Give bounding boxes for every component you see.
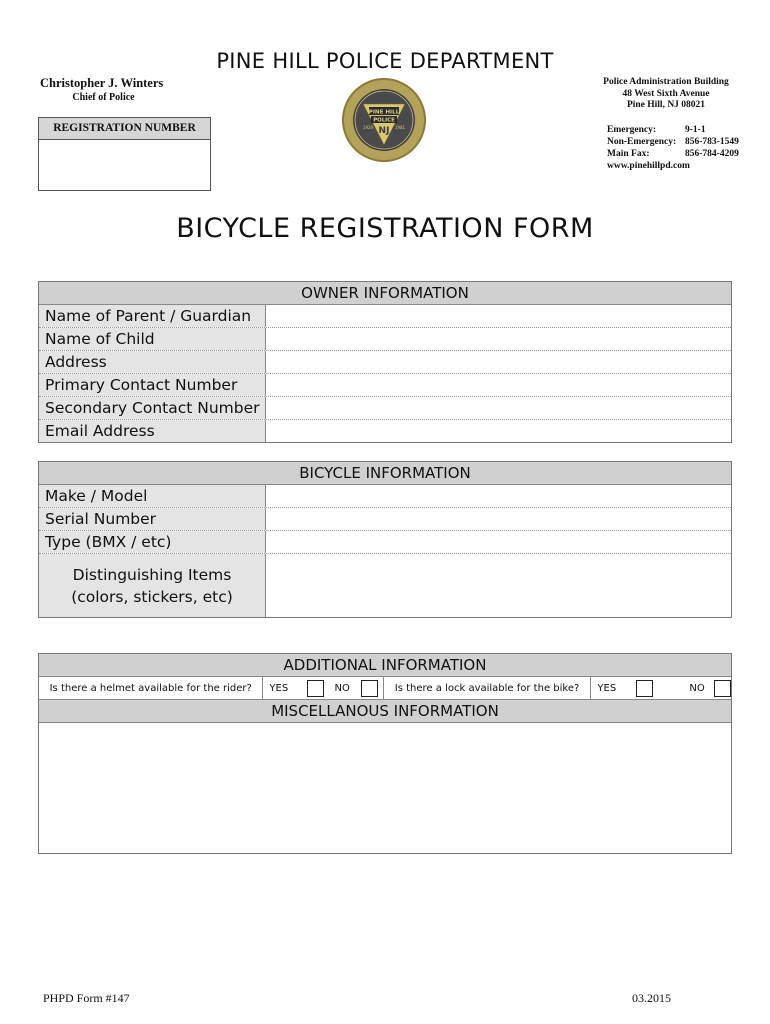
section-header: BICYCLE INFORMATION [39,462,731,485]
form-row [39,554,731,617]
svg-text:PINE HILL: PINE HILL [368,109,400,116]
field-label: Type (BMX / etc) [39,531,266,553]
bicycle-information-section [38,461,732,618]
address-line-2: 48 West Sixth Avenue [622,88,710,99]
serial-number-input[interactable] [266,508,731,530]
distinguishing-items-input[interactable] [266,554,731,617]
child-name-input[interactable] [266,328,731,350]
form-row [39,374,731,397]
helmet-yes-checkbox[interactable] [307,680,324,697]
owner-information-section [38,281,732,443]
distinguishing-items-hint: (colors, stickers, etc) [71,587,233,606]
website-link[interactable]: www.pinehillpd.com [607,161,690,171]
contact-label: Main Fax: [607,149,650,159]
contact-value: 856-784-4209 [685,149,739,159]
contact-value: 856-783-1549 [685,137,739,147]
department-title: PINE HILL POLICE DEPARTMENT [216,49,554,73]
contact-emergency [607,124,739,136]
bike-type-input[interactable] [266,531,731,553]
lock-no-label: NO [689,682,705,694]
parent-guardian-name-input[interactable] [266,305,731,327]
question-row [39,677,731,700]
field-label: Secondary Contact Number [39,397,266,419]
chief-name: Christopher J. Winters [40,76,164,90]
police-seal-logo [341,77,427,163]
svg-text:1981: 1981 [394,125,406,130]
form-row [39,420,731,442]
contact-non-emergency [607,136,739,148]
form-row [39,351,731,374]
helmet-yes-label: YES [269,682,289,694]
contact-label: Non-Emergency: [607,137,677,147]
chief-title: Chief of Police [72,92,135,103]
primary-contact-input[interactable] [266,374,731,396]
field-label: Email Address [39,420,266,442]
field-label: Name of Child [39,328,266,350]
contact-block [607,124,739,172]
address-line-3: Pine Hill, NJ 08021 [626,100,706,110]
field-label: Serial Number [39,508,266,530]
form-row [39,397,731,420]
form-row [39,531,731,554]
section-header: ADDITIONAL INFORMATION [39,654,731,677]
lock-yes-checkbox[interactable] [636,680,653,697]
secondary-contact-input[interactable] [266,397,731,419]
form-title: BICYCLE REGISTRATION FORM [176,213,594,244]
misc-section-header: MISCELLANOUS INFORMATION [39,700,731,723]
form-number: PHPD Form #147 [43,991,130,1005]
form-row [39,508,731,531]
field-label: Primary Contact Number [39,374,266,396]
field-label: Make / Model [39,485,266,507]
address-input[interactable] [266,351,731,373]
address-block [595,77,737,112]
helmet-no-checkbox[interactable] [361,680,378,697]
address-line-1: Police Administration Building [603,77,729,87]
lock-question: Is there a lock available for the bike? [384,677,592,699]
svg-text:1929: 1929 [362,125,374,130]
svg-text:NJ: NJ [378,126,390,136]
make-model-input[interactable] [266,485,731,507]
form-date: 03.2015 [632,991,671,1005]
contact-value: 9-1-1 [685,125,706,135]
field-label: Address [39,351,266,373]
lock-yes-label: YES [597,682,617,694]
email-address-input[interactable] [266,420,731,442]
additional-information-section [38,653,732,854]
field-label: Name of Parent / Guardian [39,305,266,327]
registration-number-label: REGISTRATION NUMBER [39,118,210,140]
contact-main-fax [607,148,739,160]
helmet-no-label: NO [334,682,350,694]
distinguishing-items-label: Distinguishing Items [72,565,232,584]
misc-information-textarea[interactable] [39,723,731,853]
helmet-question: Is there a helmet available for the rider? [39,677,263,699]
lock-no-checkbox[interactable] [714,680,731,697]
form-row [39,305,731,328]
svg-text:POLICE: POLICE [373,117,395,124]
form-row [39,485,731,508]
section-header: OWNER INFORMATION [39,282,731,305]
field-label [39,554,266,617]
registration-number-box [38,117,211,191]
contact-label: Emergency: [607,125,657,135]
registration-number-field[interactable] [39,140,210,190]
form-row [39,328,731,351]
